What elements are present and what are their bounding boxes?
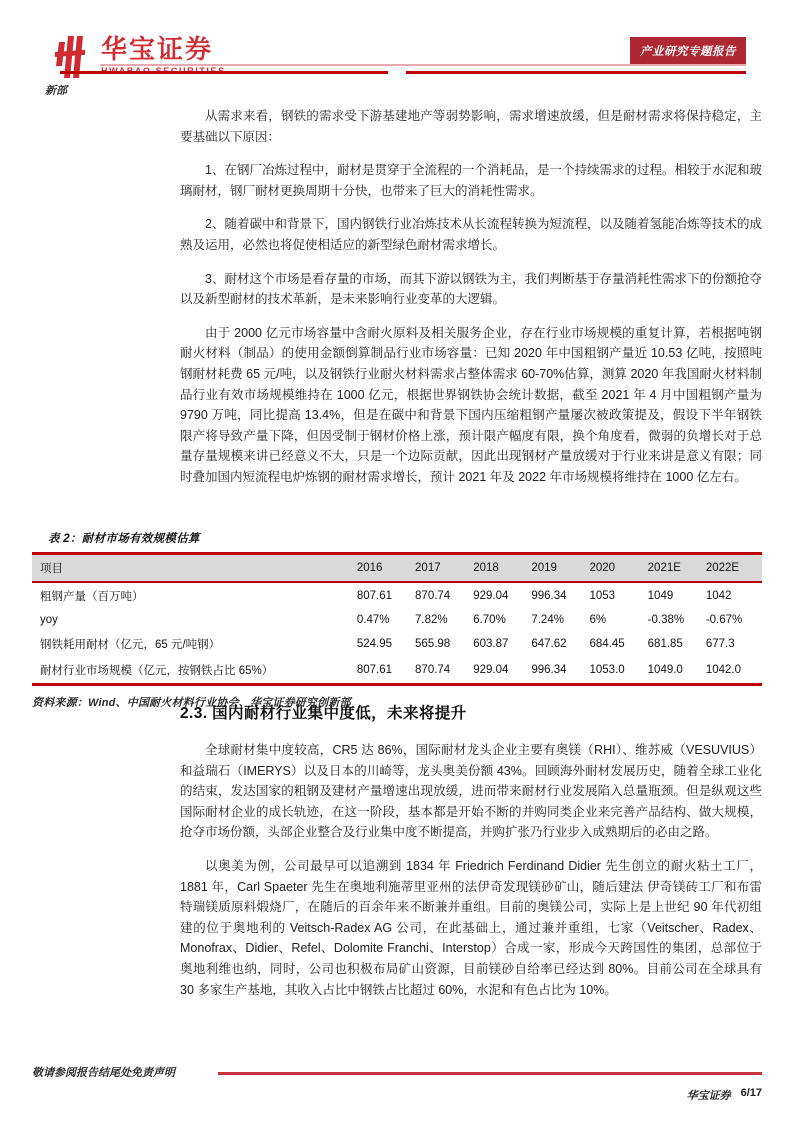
col-header: 2020 [589,562,616,574]
cell: 6.70% [473,614,506,626]
cell: 1053.0 [589,664,625,676]
cell: 807.61 [356,590,393,602]
cell: 807.61 [356,664,393,676]
paragraph: 2、随着碳中和背景下，国内钢铁行业冶炼技术从长流程转换为短流程，以及随着氢能冶炼等技术的成熟及运用，必然也将促使相适应的新型绿色耐材需求增长。 [180,217,762,252]
logo-text-cn: 华宝证券 [101,34,214,64]
cell: 7.24% [531,614,564,626]
cell: 870.74 [415,590,451,602]
cell: -0.38% [647,614,685,626]
footer-divider [218,1072,762,1075]
footer-disclaimer: 敬请参阅报告结尾处免责声明 [32,1067,175,1079]
paragraph: 3、耐材这个市场是看存量的市场，而其下游以钢铁为主，我们判断基于存量消耗性需求下的份额抢夺以及新型耐材的技术革新，是未来影响行业变革的大逻辑。 [180,271,762,307]
paragraph: 全球耐材集中度较高，CR5 达 86%，国际耐材龙头企业主要有奥镁（RHI）、维苏威（VESUVIUS）和益瑞石（IMERYS）以及日本的川崎等，龙头奥美份额 43%。回顾海外耐材发展历史，随着全球工业化的结束，发达国家的粗钢及建材产量增速出现放缓，进而带来耐材行业发展陷入总量瓶颈。但是纵观这些国际耐材企业的成长轨迹，在这一阶段，基本都是开始不断的并购同类企业来完善产品结构、做大规模，抢夺市场份额，头部企业整合及行业集中度不断提高，并购扩张乃行业步入成熟期后的必由之路。 [180,743,762,840]
table-source-note: 资料来源：Wind、中国耐火材料行业协会、华宝证券研究创新部 [32,697,351,709]
cell: 565.98 [415,638,451,650]
table-row [32,631,762,657]
paragraph: 从需求来看，钢铁的需求受下游基建地产等弱势影响，需求增速放缓，但是耐材需求将保持稳定，主要基础以下原因： [180,109,762,144]
header-divider-red-right [406,71,746,74]
paragraph: 由于 2000 亿元市场容量中含耐火原料及相关服务企业，存在行业市场规模的重复计算，若根据吨钢耐火材料（制品）的使用金额倒算制品行业市场容量：已知 2020 年中国粗钢产量近 10.53 亿吨，按照吨钢耐材耗费 65 元/吨，以及钢铁行业耐火材料需求占整体需求 60-70%估算，测算 2020 年我国耐火材料制品行业有效市场规模维持在 1000 亿元，根据世界钢铁协会统计数据，截至 2021 年 4 月中国粗钢产量为 9790 万吨，同比提高 13.4%，但是在碳中和背景下国内压缩粗钢产量屡次被政策提及，假设下半年钢铁限产将导致产量下降，但因受制于钢材价格上涨，预计限产幅度有限，换个角度看，微弱的负增长对于总量存量规模来讲已经意义不大，只是一个边际贡献，因此出现钢材产量放缓对于行业来讲是意义有限；同时叠加国内短流程电炉炼钢的耐材需求增长，预计 2021 年及 2022 年市场规模将维持在 1000 亿左右。 [180,325,762,484]
footer-right [687,1087,762,1103]
col-header: 项目 [40,563,63,575]
market-size-table-section [32,530,762,710]
table-title: 表 2：耐材市场有效规模估算 [48,533,200,545]
cell: 684.45 [589,638,625,650]
header-divider-pink [100,64,746,66]
cell: 1049.0 [647,664,683,676]
cell: 870.74 [415,664,451,676]
table-row [32,657,762,685]
cell: 524.95 [356,638,393,650]
department-label: 新部 [45,85,67,97]
cell: 681.85 [647,638,683,650]
logo-text [101,36,226,76]
col-header: 2016 [356,562,383,574]
cell: 6% [589,614,607,626]
header-divider-red-left [60,71,388,74]
market-size-table [32,552,762,686]
cell: 粗钢产量（百万吨） [40,591,144,603]
cell: 996.34 [531,664,567,676]
section-heading: 2.3. 国内耐材行业集中度低，未来将提升 [180,705,467,722]
section-text-block [180,740,762,1013]
footer-page-number: 6/17 [740,1087,762,1099]
cell: 647.62 [531,638,567,650]
cell: 1042.0 [705,664,741,676]
table-row [32,582,762,609]
cell: 1042 [705,590,732,602]
cell: -0.67% [705,614,743,626]
body-text-block [180,106,762,501]
cell: 钢铁耗用耐材（亿元，65 元/吨钢） [40,639,221,651]
cell: 996.34 [531,590,567,602]
cell: 0.47% [356,614,390,626]
col-header: 2018 [473,562,499,574]
report-type-badge: 产业研究专题报告 [630,37,746,64]
cell: 1049 [647,590,674,602]
paragraph: 1、在钢厂冶炼过程中，耐材是贯穿于全流程的一个消耗品，是一个持续需求的过程。相较于水泥和玻璃耐材，钢厂耐材更换周期十分快，也带来了巨大的消耗性需求。 [180,163,762,198]
cell: yoy [40,614,58,626]
cell: 603.87 [473,638,509,650]
footer-brand: 华宝证券 [686,1090,731,1102]
cell: 929.04 [473,664,509,676]
col-header: 2022E [705,562,740,574]
cell: 1053 [589,590,616,602]
col-header: 2021E [647,562,681,574]
cell: 7.82% [415,614,448,626]
cell: 677.3 [705,638,735,650]
col-header: 2017 [415,562,441,574]
col-header: 2019 [531,562,557,574]
cell: 耐材行业市场规模（亿元，按钢铁占比 65%） [40,665,274,677]
paragraph: 以奥美为例，公司最早可以追溯到 1834 年 Friedrich Ferdinand Didier 先生创立的耐火粘土工厂，1881 年，Carl Spaeter 先生在奥地利施蒂里亚州的法伊奇发现镁砂矿山，随后建法 伊奇镁砖工厂和布雷特瑞镁质原料煅烧厂，在随后的百余年来不断兼并重组。目前的奥镁公司，实际上是上世纪 90 年代初组建的位于奥地利的 Veitsch-Radex AG 公司，在此基础上，通过兼并重组，七家（Veitscher、Radex、Monofrax、Didier、Refel、Dolomite Franchi、Interstop）合成一家，形成今天跨国性的集团，总部位于奥地利维也纳，同时，公司也积极布局矿山资源，目前镁砂自给率已经达到 80%。目前公司在全球具有 30 多家生产基地，其收入占比中钢铁占比超过 60%，水泥和有色占比为 10%。 [180,858,762,997]
table-row [32,609,762,631]
table-header-row [32,554,762,583]
cell: 929.04 [473,590,509,602]
